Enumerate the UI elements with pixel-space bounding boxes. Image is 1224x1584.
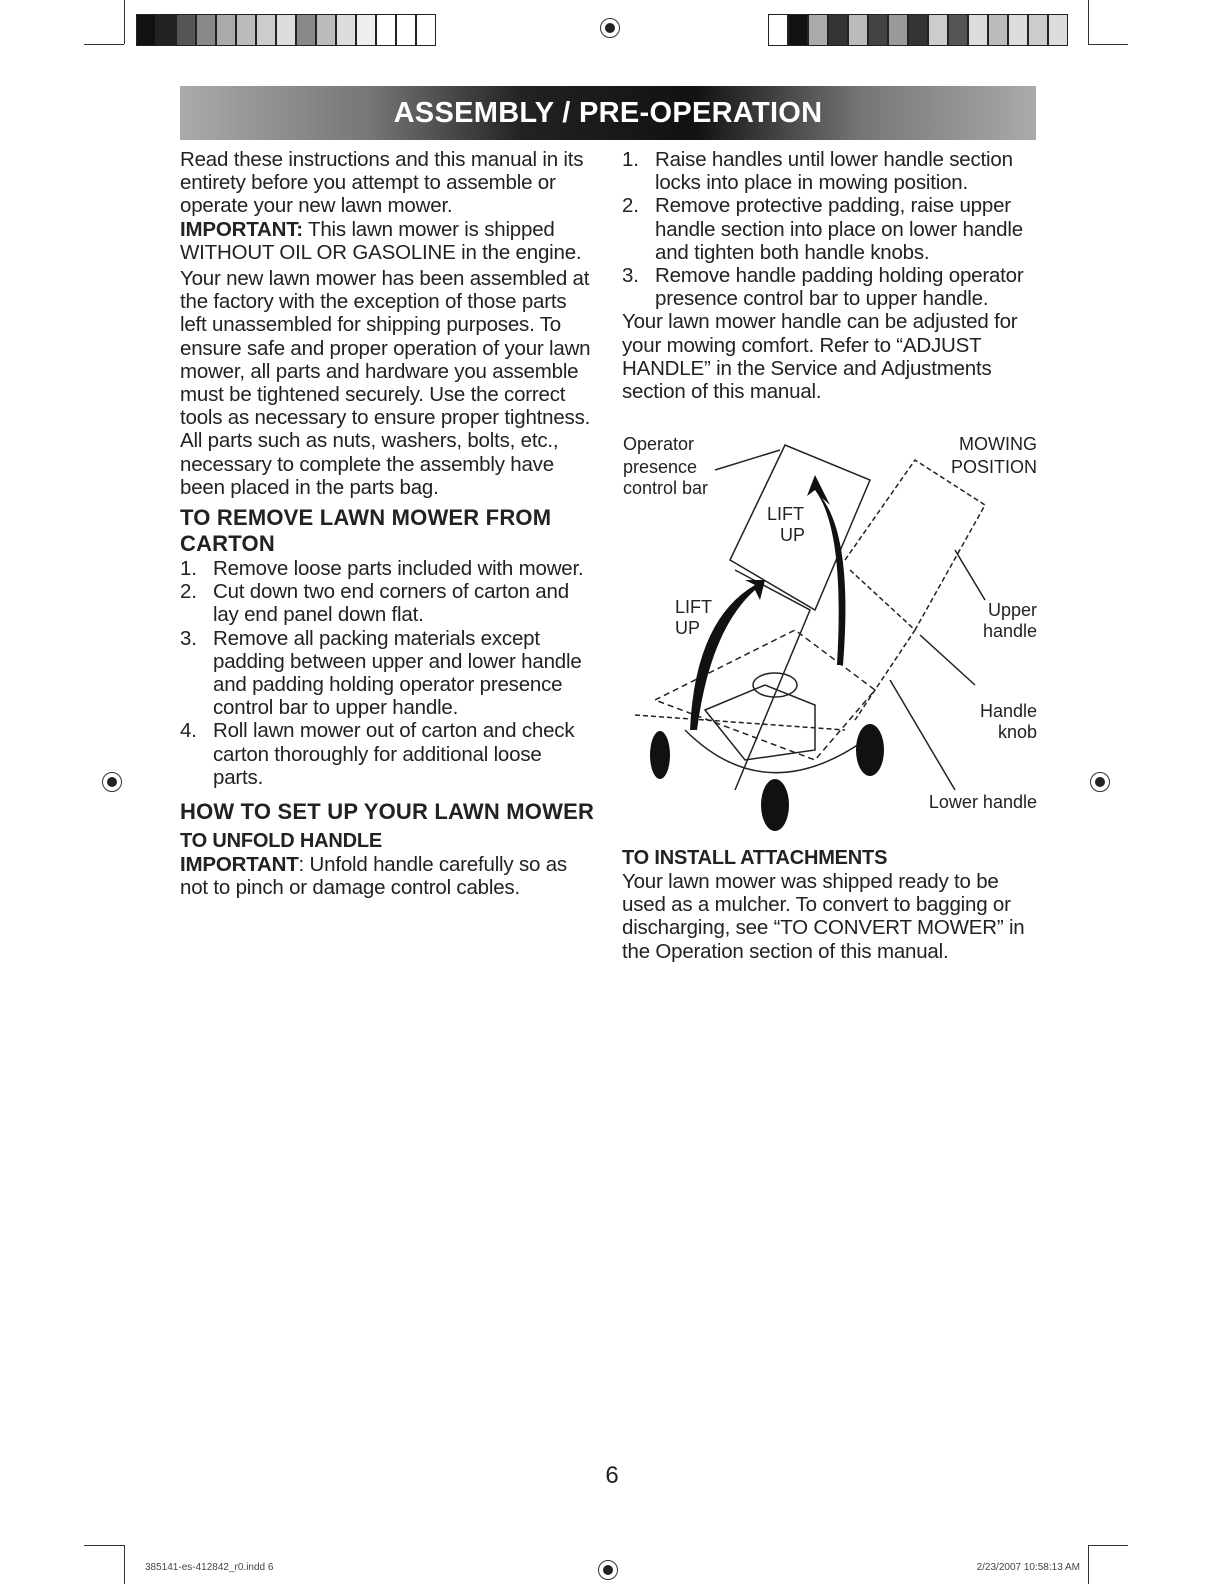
label-lift-up-lower-2: UP — [675, 618, 701, 638]
heading-unfold-handle: TO UNFOLD HANDLE — [180, 830, 382, 853]
label-lift-up-upper: LIFT — [767, 504, 805, 524]
heading-remove-from-carton: TO REMOVE LAWN MOWER FROM CARTON — [180, 505, 552, 557]
crop-mark — [124, 1545, 125, 1584]
label-presence: presence — [623, 457, 698, 477]
unfold-steps-list — [622, 148, 1038, 310]
list-item: 3. Remove all packing materials except padding between upper and lower handle and padding holding operator presence control bar to upper handle. — [180, 626, 582, 720]
crop-mark — [84, 44, 124, 45]
registration-mark-icon — [598, 1560, 618, 1580]
label-handle: Handle — [979, 701, 1037, 721]
left-column — [180, 148, 596, 899]
label-upper: Upper — [987, 600, 1037, 620]
crop-mark — [1088, 44, 1128, 45]
list-item: 2. Cut down two end corners of carton and lay end panel down flat. — [180, 580, 569, 627]
adjust-paragraph: Your lawn mower handle can be adjusted for your mowing comfort. Refer to “ADJUST HANDLE” in the Service and Adjustments section of this manual. — [622, 310, 1018, 404]
important-note: IMPORTANT: This lawn mower is shipped WITHOUT OIL OR GASOLINE in the engine. — [180, 217, 582, 264]
handle-figure — [615, 430, 1045, 840]
page-title: ASSEMBLY / PRE-OPERATION — [393, 96, 823, 129]
crop-mark — [1088, 1545, 1089, 1584]
label-mowing: MOWING — [959, 434, 1037, 454]
crop-mark — [1088, 1545, 1128, 1546]
attachments-paragraph: Your lawn mower was shipped ready to be used as a mulcher. To convert to bagging or discharging, see “TO CONVERT MOWER” in the Operation section of this manual. — [622, 870, 1025, 963]
footer-filename: 385141-es-412842_r0.indd 6 — [145, 1562, 274, 1573]
remove-steps-list — [180, 557, 596, 789]
page-number: 6 — [605, 1462, 619, 1489]
label-control-bar: control bar — [623, 478, 709, 498]
footer-datetime: 2/23/2007 10:58:13 AM — [976, 1562, 1080, 1573]
label-operator: Operator — [623, 434, 695, 454]
heading-setup: HOW TO SET UP YOUR LAWN MOWER — [180, 799, 595, 825]
label-lift-up-upper-2: UP — [780, 525, 806, 545]
section-header-bar — [180, 86, 1036, 140]
registration-mark-icon — [102, 772, 122, 792]
label-lower-handle: Lower handle — [928, 792, 1037, 812]
list-item: 2. Remove protective padding, raise upper handle section into place on lower handle and tighten both handle knobs. — [622, 194, 1023, 264]
intro-paragraph: Read these instructions and this manual in its entirety before you attempt to assemble or operate your new lawn mower. — [180, 148, 584, 218]
crop-mark — [1088, 0, 1089, 44]
registration-mark-icon — [1090, 772, 1110, 792]
heading-install-attachments: TO INSTALL ATTACHMENTS — [622, 847, 888, 869]
crop-mark — [84, 1545, 124, 1546]
crop-mark — [124, 0, 125, 44]
label-lift-up-lower: LIFT — [675, 597, 713, 617]
print-color-bar-right — [768, 14, 1068, 46]
label-position: POSITION — [950, 457, 1037, 477]
attachments-section — [622, 842, 1038, 963]
print-color-bar-left — [136, 14, 436, 46]
label-handle-knob: knob — [997, 722, 1037, 742]
label-upper-handle: handle — [982, 621, 1037, 641]
list-item: 4. Roll lawn mower out of carton and check carton thoroughly for additional loose parts. — [180, 719, 575, 789]
assembly-paragraph: Your new lawn mower has been assembled at the factory with the exception of those parts left unassembled for shipping purposes. To ensure safe and proper operation of your lawn mower, all parts and hardware you assemble must be tightened securely. Use the correct tools as necessary to ensure proper tightness. All parts such as nuts, washers, bolts, etc., necessary to complete the assembly have been placed in the parts bag. — [180, 267, 591, 499]
registration-mark-icon — [600, 18, 620, 38]
right-column — [622, 148, 1038, 403]
list-item: 1. Remove loose parts included with mower. — [180, 557, 584, 581]
list-item: 1. Raise handles until lower handle section locks into place in mowing position. — [622, 148, 1013, 195]
list-item: 3. Remove handle padding holding operator presence control bar to upper handle. — [622, 264, 1024, 311]
important-note-2: IMPORTANT: Unfold handle carefully so as not to pinch or damage control cables. — [180, 853, 567, 900]
